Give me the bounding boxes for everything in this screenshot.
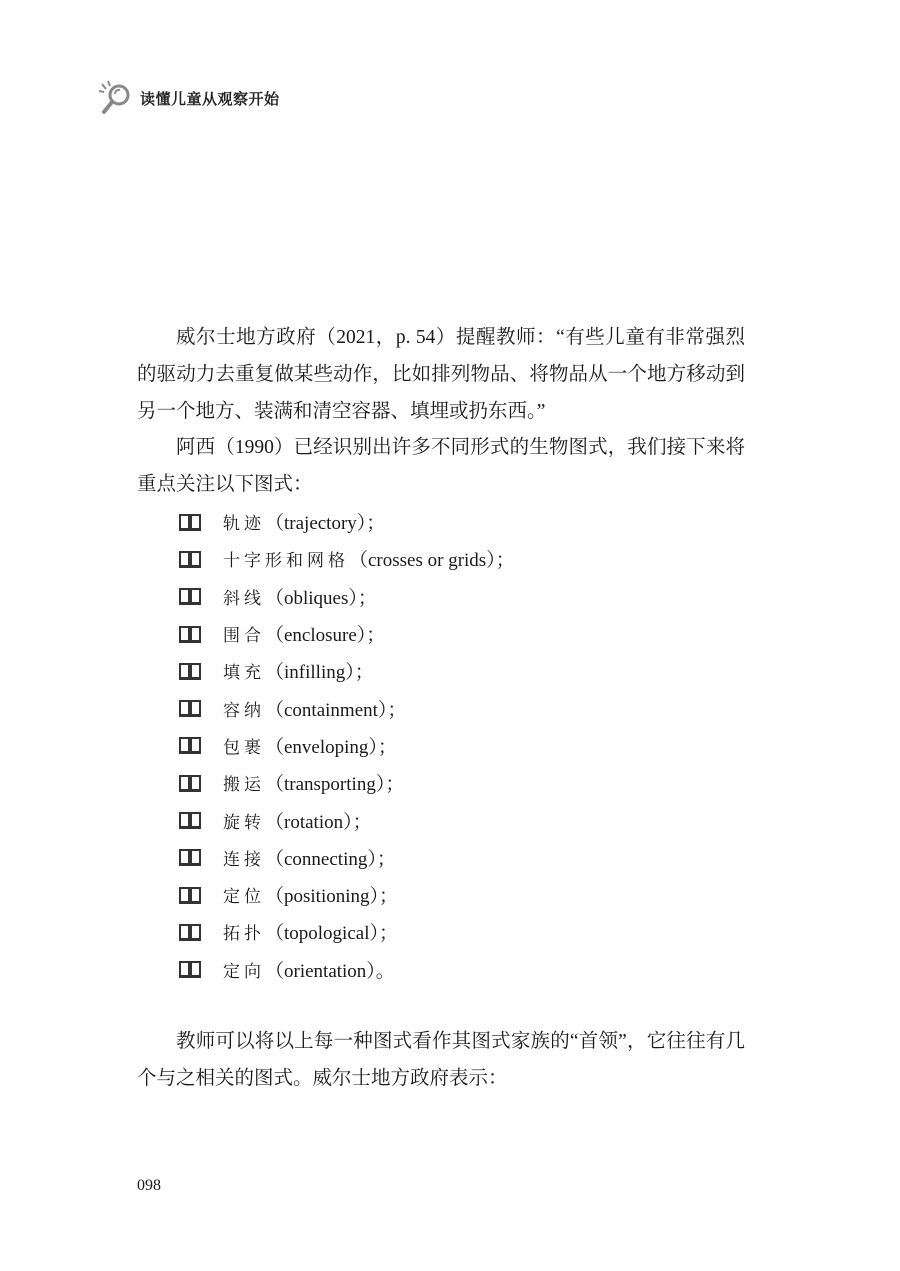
- schema-name-en: （rotation）；: [265, 811, 372, 833]
- schema-name-zh: 包裹: [223, 737, 265, 758]
- schema-name-zh: 围合: [223, 626, 265, 647]
- book-icon: [178, 959, 202, 979]
- list-item: [178, 652, 515, 689]
- schema-name-zh: 搬运: [223, 775, 265, 796]
- schema-name-en: （enveloping）；: [265, 736, 397, 758]
- schema-name-zh: 填充: [223, 663, 265, 684]
- schema-name-en: （trajectory）；: [265, 513, 386, 535]
- book-icon: [178, 698, 202, 718]
- book-icon: [178, 735, 202, 755]
- schema-name-en: （positioning）；: [265, 886, 399, 908]
- schema-name-en: （containment）；: [265, 699, 407, 721]
- schema-name-zh: 定位: [223, 887, 265, 908]
- list-item: [178, 913, 515, 950]
- list-item: [178, 540, 515, 577]
- book-icon: [178, 549, 202, 569]
- schema-name-zh: 连接: [223, 849, 265, 870]
- schema-name-en: （enclosure）；: [265, 625, 386, 647]
- list-item: [178, 801, 515, 838]
- schema-name-zh: 十字形和网格: [223, 551, 349, 572]
- book-icon: [178, 773, 202, 793]
- schema-name-en: （topological）；: [265, 923, 398, 945]
- paragraph-2: 阿西（1990）已经识别出许多不同形式的生物图式，我们接下来将重点关注以下图式：: [137, 437, 745, 495]
- schema-name-en: （orientation）。: [265, 960, 395, 982]
- schema-name-zh: 容纳: [223, 700, 265, 721]
- schema-name-en: （transporting）；: [265, 774, 405, 796]
- book-icon: [178, 624, 202, 644]
- book-title: 读懂儿童从观察开始: [140, 89, 280, 108]
- schema-name-en: （connecting）；: [265, 848, 396, 870]
- book-icon: [178, 847, 202, 867]
- book-icon: [178, 586, 202, 606]
- book-icon: [178, 512, 202, 532]
- list-item: [178, 615, 515, 652]
- paragraph-1: 威尔士地方政府（2021，p. 54）提醒教师：“有些儿童有非常强烈的驱动力去重复做某些动作，比如排列物品、将物品从一个地方移动到另一个地方、装满和清空容器、填埋或扔东西。”: [137, 327, 745, 422]
- schema-name-zh: 轨迹: [223, 514, 265, 535]
- schema-list: [178, 503, 515, 988]
- paragraph-3: 教师可以将以上每一种图式看作其图式家族的“首领”，它往往有几个与之相关的图式。威尔士地方政府表示：: [137, 1031, 745, 1089]
- schema-name-en: （infilling）；: [265, 662, 374, 684]
- list-item: [178, 951, 515, 988]
- schema-name-zh: 旋转: [223, 812, 265, 833]
- list-item: [178, 764, 515, 801]
- list-item: [178, 727, 515, 764]
- schema-name-en: （obliques）；: [265, 587, 377, 609]
- page-number: 098: [137, 1177, 161, 1194]
- schema-name-zh: 定向: [223, 961, 265, 982]
- running-header: [98, 80, 280, 116]
- list-item: [178, 503, 515, 540]
- book-icon: [178, 922, 202, 942]
- book-icon: [178, 661, 202, 681]
- book-icon: [178, 885, 202, 905]
- book-icon: [178, 810, 202, 830]
- schema-name-en: （crosses or grids）；: [349, 550, 515, 572]
- list-item: [178, 578, 515, 615]
- schema-name-zh: 斜线: [223, 588, 265, 609]
- list-item: [178, 839, 515, 876]
- list-item: [178, 876, 515, 913]
- magnifier-icon: [98, 80, 134, 116]
- list-item: [178, 689, 515, 726]
- schema-name-zh: 拓扑: [223, 924, 265, 945]
